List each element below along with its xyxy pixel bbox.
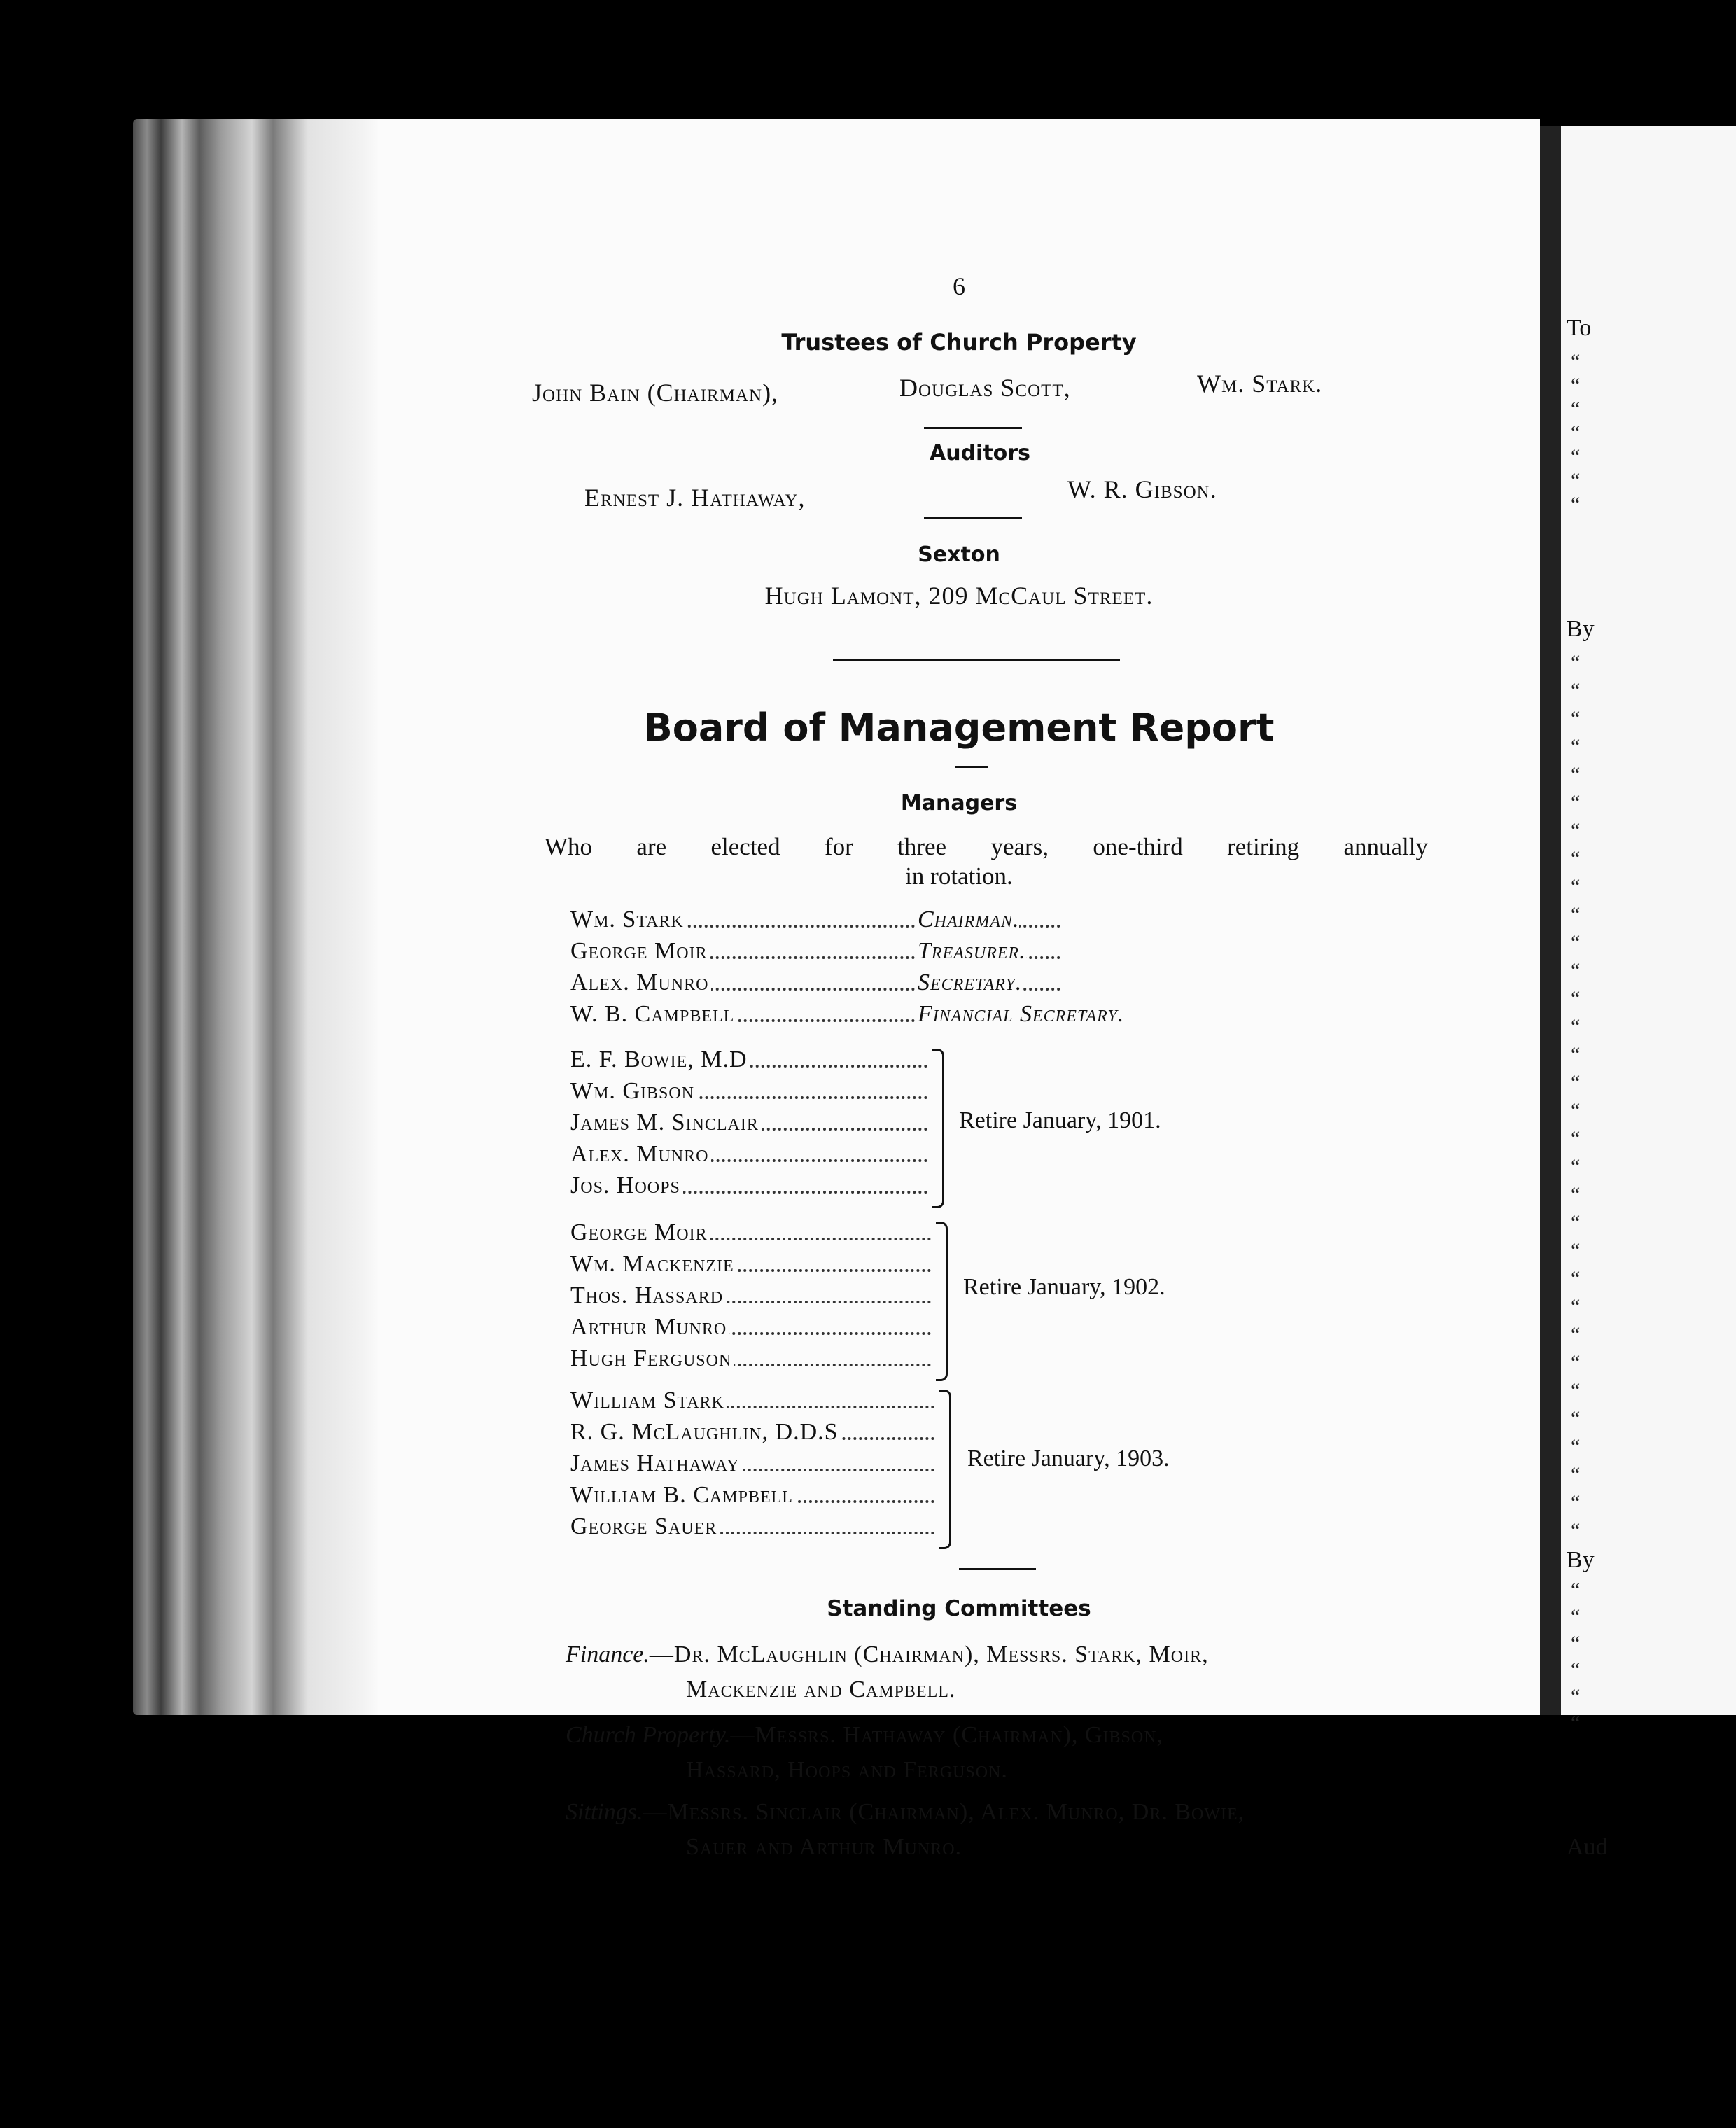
- ditto-mark: “: [1571, 1155, 1581, 1178]
- ditto-mark: “: [1571, 903, 1581, 926]
- ditto-mark: “: [1571, 819, 1581, 842]
- left-page: [378, 119, 1540, 1860]
- trustee-1: John Bain (Chairman),: [532, 379, 779, 407]
- committee-text: —Messrs. Hathaway (Chairman), Gibson,: [730, 1722, 1164, 1748]
- ditto-mark: “: [1571, 1043, 1581, 1066]
- committee-text: —Messrs. Sinclair (Chairman), Alex. Munro, Dr. Bowie,: [643, 1799, 1245, 1825]
- ditto-mark: “: [1571, 1295, 1581, 1318]
- ditto-mark: “: [1571, 1071, 1581, 1094]
- officer-row: [570, 1001, 1125, 1028]
- manager-row: [570, 1450, 934, 1477]
- manager-row: [570, 1110, 927, 1136]
- officer-name: Wm. Stark: [570, 906, 687, 932]
- auditor-right: W. R. Gibson.: [1068, 475, 1217, 503]
- manager-name: Thos. Hassard: [570, 1282, 726, 1308]
- committees-heading: Standing Committees: [827, 1596, 1091, 1621]
- officer-role: Secretary.: [915, 969, 1022, 996]
- manager-name: Jos. Hoops: [570, 1172, 683, 1198]
- ditto-mark: “: [1571, 445, 1581, 468]
- ditto-mark: “: [1571, 651, 1581, 674]
- officer-row: [570, 906, 1060, 933]
- trustees-heading: Trustees of Church Property: [781, 329, 1137, 356]
- ditto-mark: “: [1571, 1211, 1581, 1234]
- retire-label: Retire January, 1902.: [963, 1274, 1166, 1300]
- trustee-3: Wm. Stark.: [1197, 370, 1323, 398]
- manager-row: [570, 1141, 927, 1168]
- officer-row: [570, 969, 1060, 996]
- ditto-mark: “: [1571, 847, 1581, 870]
- ditto-mark: “: [1571, 1605, 1581, 1628]
- ditto-mark: “: [1571, 707, 1581, 730]
- managers-intro-line1: Who are elected for three years, one-third retiring annually: [545, 833, 1428, 860]
- manager-name: William B. Campbell: [570, 1482, 796, 1508]
- committee-text: Hassard, Hoops and Ferguson.: [686, 1757, 1008, 1783]
- manager-name: Arthur Munro: [570, 1314, 729, 1340]
- by-label: By: [1567, 1547, 1595, 1573]
- officer-role: Chairman.: [915, 906, 1019, 933]
- manager-name: James M. Sinclair: [570, 1110, 762, 1135]
- ditto-mark: “: [1571, 1127, 1581, 1150]
- ditto-mark: “: [1571, 679, 1581, 702]
- ditto-mark: “: [1571, 1267, 1581, 1290]
- ditto-mark: “: [1571, 1323, 1581, 1346]
- auditor-left: Ernest J. Hathaway,: [584, 484, 806, 512]
- manager-row: [570, 1172, 927, 1199]
- manager-name: Wm. Gibson: [570, 1078, 697, 1104]
- ditto-mark: “: [1571, 987, 1581, 1010]
- section-divider: [833, 659, 1120, 662]
- ditto-mark: “: [1571, 931, 1581, 954]
- ditto-mark: “: [1571, 469, 1581, 492]
- ditto-mark: “: [1571, 1491, 1581, 1514]
- ditto-mark: “: [1571, 1632, 1581, 1655]
- ditto-mark: “: [1571, 1099, 1581, 1122]
- page-number: 6: [953, 272, 965, 300]
- manager-row: [570, 1513, 934, 1540]
- committee-label: Sittings.: [566, 1799, 643, 1825]
- ditto-mark: “: [1571, 1379, 1581, 1402]
- manager-row: [570, 1482, 934, 1508]
- committee-property: [566, 1722, 1163, 1749]
- to-label: To: [1567, 315, 1592, 341]
- manager-name: George Sauer: [570, 1513, 720, 1539]
- manager-name: Wm. Mackenzie: [570, 1251, 737, 1277]
- aud-label: Aud: [1567, 1834, 1608, 1860]
- divider: [955, 766, 988, 768]
- manager-row: [570, 1251, 931, 1278]
- ditto-mark: “: [1571, 1463, 1581, 1486]
- manager-row: [570, 1387, 934, 1414]
- officer-name: Alex. Munro: [570, 969, 711, 995]
- ditto-mark: “: [1571, 1239, 1581, 1262]
- ditto-mark: “: [1571, 1712, 1581, 1735]
- officer-role: Treasurer.: [915, 938, 1026, 965]
- ditto-mark: “: [1571, 1685, 1581, 1708]
- book-gutter: [1540, 126, 1561, 1715]
- officer-name: W. B. Campbell: [570, 1001, 737, 1027]
- retire-label: Retire January, 1901.: [959, 1107, 1161, 1133]
- committee-finance: [566, 1642, 1209, 1668]
- ditto-mark: “: [1571, 421, 1581, 444]
- trustee-2: Douglas Scott,: [899, 374, 1071, 402]
- committee-sittings: [566, 1799, 1245, 1826]
- manager-name: R. G. McLaughlin, D.D.S: [570, 1419, 841, 1445]
- managers-heading: Managers: [900, 791, 1018, 816]
- manager-row: [570, 1282, 931, 1309]
- divider: [959, 1568, 1036, 1570]
- committee-label: Church Property.: [566, 1722, 731, 1748]
- brace: [932, 1049, 944, 1208]
- manager-row: [570, 1219, 931, 1246]
- committee-label: Finance.: [566, 1642, 650, 1667]
- divider: [924, 427, 1022, 429]
- divider: [924, 517, 1022, 519]
- manager-row: [570, 1345, 931, 1372]
- manager-name: George Moir: [570, 1219, 710, 1245]
- committee-text: Mackenzie and Campbell.: [686, 1676, 956, 1702]
- officer-role: Financial Secretary.: [915, 1001, 1124, 1028]
- brace: [939, 1390, 951, 1549]
- ditto-mark: “: [1571, 1435, 1581, 1458]
- manager-row: [570, 1046, 927, 1073]
- ditto-mark: “: [1571, 1407, 1581, 1430]
- manager-name: Alex. Munro: [570, 1141, 711, 1167]
- ditto-mark: “: [1571, 374, 1581, 397]
- committee-text: —Dr. McLaughlin (Chairman), Messrs. Stark, Moir,: [649, 1642, 1209, 1667]
- ditto-mark: “: [1571, 791, 1581, 814]
- manager-name: Hugh Ferguson: [570, 1345, 734, 1371]
- ditto-mark: “: [1571, 1578, 1581, 1602]
- ditto-mark: “: [1571, 735, 1581, 758]
- managers-intro-line2: in rotation.: [905, 862, 1013, 890]
- report-title: Board of Management Report: [643, 706, 1275, 750]
- manager-name: James Hathaway: [570, 1450, 743, 1476]
- retire-label: Retire January, 1903.: [967, 1446, 1170, 1471]
- ditto-mark: “: [1571, 1519, 1581, 1542]
- manager-row: [570, 1078, 927, 1105]
- officer-name: George Moir: [570, 938, 710, 964]
- officer-row: [570, 938, 1060, 965]
- ditto-mark: “: [1571, 763, 1581, 786]
- ditto-mark: “: [1571, 398, 1581, 421]
- committee-text: Sauer and Arthur Munro.: [686, 1834, 962, 1860]
- manager-row: [570, 1314, 931, 1340]
- sexton-heading: Sexton: [918, 542, 1000, 567]
- ditto-mark: “: [1571, 875, 1581, 898]
- right-page-fragment: [1561, 126, 1736, 1860]
- ditto-mark: “: [1571, 1351, 1581, 1374]
- manager-row: [570, 1419, 934, 1446]
- ditto-mark: “: [1571, 1183, 1581, 1206]
- manager-name: E. F. Bowie, M.D: [570, 1046, 750, 1072]
- ditto-mark: “: [1571, 1015, 1581, 1038]
- ditto-mark: “: [1571, 1658, 1581, 1681]
- ditto-mark: “: [1571, 959, 1581, 982]
- ditto-mark: “: [1571, 350, 1581, 373]
- ditto-mark: “: [1571, 493, 1581, 516]
- manager-name: William Stark: [570, 1387, 727, 1413]
- auditors-heading: Auditors: [930, 441, 1030, 465]
- by-label: By: [1567, 616, 1595, 642]
- brace: [936, 1222, 948, 1381]
- sexton-text: Hugh Lamont, 209 McCaul Street.: [764, 582, 1154, 610]
- page-edge-stack: [133, 119, 378, 1715]
